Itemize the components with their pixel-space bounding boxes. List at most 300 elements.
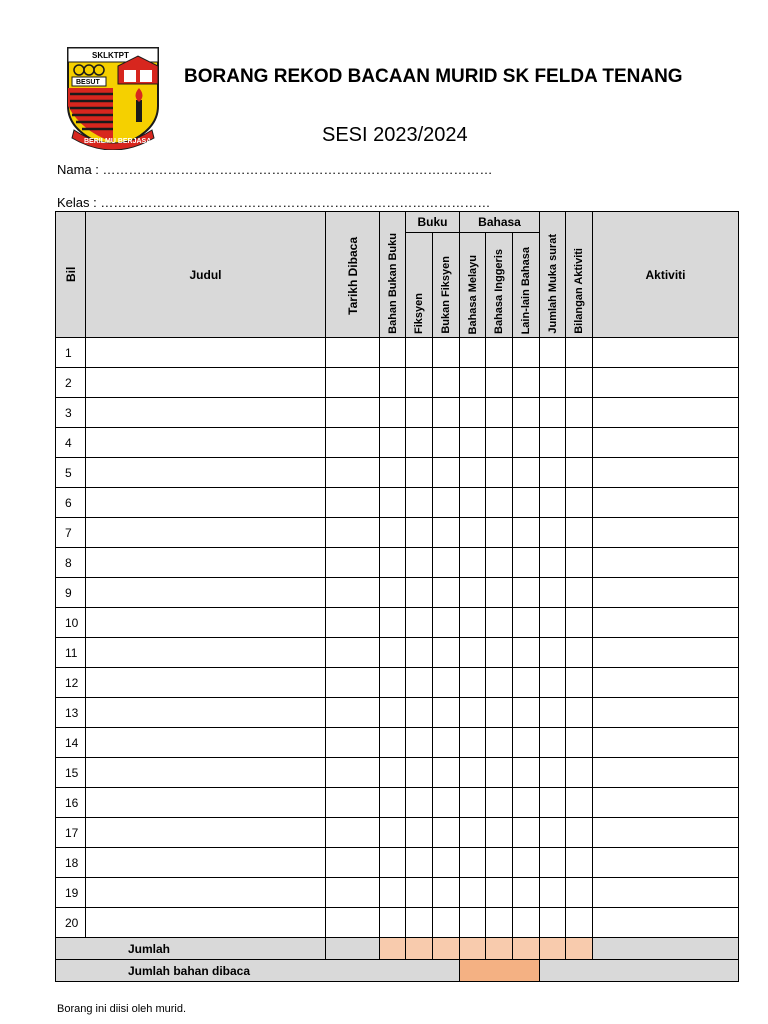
bukan-fiksyen-cell[interactable] xyxy=(433,608,460,638)
bukan-fiksyen-cell[interactable] xyxy=(433,698,460,728)
aktiviti-cell[interactable] xyxy=(593,638,739,668)
fiksyen-cell[interactable] xyxy=(406,458,433,488)
jumlah-cell[interactable] xyxy=(380,938,406,960)
jumlah-label: Jumlah xyxy=(56,938,326,960)
table-row xyxy=(56,638,739,668)
jumlah-muka-surat-cell[interactable] xyxy=(540,848,566,878)
lain-lain-bahasa-cell[interactable] xyxy=(513,668,540,698)
bahasa-melayu-cell[interactable] xyxy=(460,728,486,758)
bahasa-inggeris-cell[interactable] xyxy=(486,398,513,428)
bahasa-inggeris-cell[interactable] xyxy=(486,668,513,698)
tarikh-cell[interactable] xyxy=(326,518,380,548)
lain-lain-bahasa-cell[interactable] xyxy=(513,728,540,758)
bahasa-inggeris-cell[interactable] xyxy=(486,848,513,878)
aktiviti-cell[interactable] xyxy=(593,788,739,818)
table-row xyxy=(56,458,739,488)
bahasa-inggeris-cell[interactable] xyxy=(486,458,513,488)
aktiviti-cell[interactable] xyxy=(593,818,739,848)
tarikh-cell[interactable] xyxy=(326,788,380,818)
fiksyen-cell[interactable] xyxy=(406,788,433,818)
bukan-fiksyen-cell[interactable] xyxy=(433,638,460,668)
jumlah-aktiviti-cell xyxy=(593,938,739,960)
table-row xyxy=(56,668,739,698)
table-row xyxy=(56,488,739,518)
bukan-fiksyen-cell[interactable] xyxy=(433,518,460,548)
bilangan-aktiviti-cell[interactable] xyxy=(566,758,593,788)
bahasa-inggeris-cell[interactable] xyxy=(486,818,513,848)
jumlah-cell[interactable] xyxy=(486,938,513,960)
bilangan-aktiviti-cell[interactable] xyxy=(566,608,593,638)
tarikh-cell[interactable] xyxy=(326,728,380,758)
tarikh-cell[interactable] xyxy=(326,848,380,878)
bukan-fiksyen-cell[interactable] xyxy=(433,398,460,428)
footnote: Borang ini diisi oleh murid. xyxy=(57,1003,187,1015)
bahasa-melayu-cell[interactable] xyxy=(460,608,486,638)
lain-lain-bahasa-cell[interactable] xyxy=(513,428,540,458)
table-row xyxy=(56,818,739,848)
header-fiksyen: Fiksyen xyxy=(406,233,433,338)
jumlah-muka-surat-cell[interactable] xyxy=(540,728,566,758)
header-bahasa: Bahasa xyxy=(460,212,540,233)
fiksyen-cell[interactable] xyxy=(406,758,433,788)
bilangan-aktiviti-cell[interactable] xyxy=(566,428,593,458)
bahan-bukan-buku-cell[interactable] xyxy=(380,818,406,848)
header-tarikh-dibaca: Tarikh Dibaca xyxy=(326,212,380,338)
jumlah-muka-surat-cell[interactable] xyxy=(540,608,566,638)
aktiviti-cell[interactable] xyxy=(593,758,739,788)
judul-cell[interactable] xyxy=(86,518,326,548)
judul-cell[interactable] xyxy=(86,638,326,668)
jumlah-muka-surat-cell[interactable] xyxy=(540,908,566,938)
bilangan-aktiviti-cell[interactable] xyxy=(566,488,593,518)
tarikh-cell[interactable] xyxy=(326,608,380,638)
bahasa-inggeris-cell[interactable] xyxy=(486,638,513,668)
bukan-fiksyen-cell[interactable] xyxy=(433,488,460,518)
tarikh-cell[interactable] xyxy=(326,458,380,488)
bahan-bukan-buku-cell[interactable] xyxy=(380,878,406,908)
form-title: BORANG REKOD BACAAN MURID SK FELDA TENANG xyxy=(184,66,683,87)
tarikh-cell[interactable] xyxy=(326,428,380,458)
header-bil: Bil xyxy=(56,212,86,338)
aktiviti-cell[interactable] xyxy=(593,908,739,938)
jumlah-muka-surat-cell[interactable] xyxy=(540,428,566,458)
bahan-bukan-buku-cell[interactable] xyxy=(380,638,406,668)
judul-cell[interactable] xyxy=(86,368,326,398)
bahasa-melayu-cell[interactable] xyxy=(460,338,486,368)
lain-lain-bahasa-cell[interactable] xyxy=(513,758,540,788)
fiksyen-cell[interactable] xyxy=(406,548,433,578)
judul-cell[interactable] xyxy=(86,458,326,488)
table-row xyxy=(56,518,739,548)
bukan-fiksyen-cell[interactable] xyxy=(433,848,460,878)
judul-cell[interactable] xyxy=(86,428,326,458)
jumlah-bahan-dibaca-row xyxy=(56,960,739,982)
bahan-bukan-buku-cell[interactable] xyxy=(380,668,406,698)
bahasa-melayu-cell[interactable] xyxy=(460,818,486,848)
jumlah-cell[interactable] xyxy=(460,938,486,960)
lain-lain-bahasa-cell[interactable] xyxy=(513,698,540,728)
tarikh-cell[interactable] xyxy=(326,548,380,578)
row-number: 10 xyxy=(56,608,86,638)
jumlah-muka-surat-cell[interactable] xyxy=(540,668,566,698)
fiksyen-cell[interactable] xyxy=(406,488,433,518)
bukan-fiksyen-cell[interactable] xyxy=(433,338,460,368)
bahan-bukan-buku-cell[interactable] xyxy=(380,578,406,608)
bahasa-melayu-cell[interactable] xyxy=(460,428,486,458)
bahan-bukan-buku-cell[interactable] xyxy=(380,398,406,428)
bahasa-inggeris-cell[interactable] xyxy=(486,518,513,548)
bilangan-aktiviti-cell[interactable] xyxy=(566,638,593,668)
reading-record-table xyxy=(55,211,739,982)
table-row xyxy=(56,578,739,608)
tarikh-cell[interactable] xyxy=(326,398,380,428)
bahasa-melayu-cell[interactable] xyxy=(460,698,486,728)
bahan-bukan-buku-cell[interactable] xyxy=(380,848,406,878)
jumlah-muka-surat-cell[interactable] xyxy=(540,338,566,368)
bukan-fiksyen-cell[interactable] xyxy=(433,728,460,758)
aktiviti-cell[interactable] xyxy=(593,488,739,518)
row-number: 19 xyxy=(56,878,86,908)
jumlah-muka-surat-cell[interactable] xyxy=(540,638,566,668)
bukan-fiksyen-cell[interactable] xyxy=(433,428,460,458)
lain-lain-bahasa-cell[interactable] xyxy=(513,878,540,908)
lain-lain-bahasa-cell[interactable] xyxy=(513,848,540,878)
bukan-fiksyen-cell[interactable] xyxy=(433,878,460,908)
aktiviti-cell[interactable] xyxy=(593,458,739,488)
fiksyen-cell[interactable] xyxy=(406,848,433,878)
judul-cell[interactable] xyxy=(86,698,326,728)
logo-top-text: SKLKTPT xyxy=(92,51,129,60)
bahasa-melayu-cell[interactable] xyxy=(460,488,486,518)
tarikh-cell[interactable] xyxy=(326,488,380,518)
bilangan-aktiviti-cell[interactable] xyxy=(566,728,593,758)
tarikh-cell[interactable] xyxy=(326,908,380,938)
jumlah-muka-surat-cell[interactable] xyxy=(540,488,566,518)
header-bahasa-melayu: Bahasa Melayu xyxy=(460,233,486,338)
bilangan-aktiviti-cell[interactable] xyxy=(566,548,593,578)
lain-lain-bahasa-cell[interactable] xyxy=(513,398,540,428)
table-body xyxy=(56,338,739,982)
lain-lain-bahasa-cell[interactable] xyxy=(513,788,540,818)
aktiviti-cell[interactable] xyxy=(593,338,739,368)
aktiviti-cell[interactable] xyxy=(593,608,739,638)
tarikh-cell[interactable] xyxy=(326,878,380,908)
bukan-fiksyen-cell[interactable] xyxy=(433,758,460,788)
bilangan-aktiviti-cell[interactable] xyxy=(566,848,593,878)
row-number: 1 xyxy=(56,338,86,368)
table-row xyxy=(56,728,739,758)
table-row xyxy=(56,338,739,368)
aktiviti-cell[interactable] xyxy=(593,698,739,728)
bahasa-inggeris-cell[interactable] xyxy=(486,368,513,398)
jumlah-muka-surat-cell[interactable] xyxy=(540,518,566,548)
bahasa-melayu-cell[interactable] xyxy=(460,668,486,698)
table-row xyxy=(56,608,739,638)
fiksyen-cell[interactable] xyxy=(406,608,433,638)
lain-lain-bahasa-cell[interactable] xyxy=(513,338,540,368)
row-number: 18 xyxy=(56,848,86,878)
jumlah-muka-surat-cell[interactable] xyxy=(540,578,566,608)
bukan-fiksyen-cell[interactable] xyxy=(433,818,460,848)
aktiviti-cell[interactable] xyxy=(593,428,739,458)
table-row xyxy=(56,878,739,908)
nama-field[interactable]: Nama : ……………………………………………………………………………… xyxy=(57,162,493,177)
table-row xyxy=(56,848,739,878)
lain-lain-bahasa-cell[interactable] xyxy=(513,578,540,608)
bahan-bukan-buku-cell[interactable] xyxy=(380,908,406,938)
fiksyen-cell[interactable] xyxy=(406,638,433,668)
bilangan-aktiviti-cell[interactable] xyxy=(566,788,593,818)
table-row xyxy=(56,428,739,458)
bukan-fiksyen-cell[interactable] xyxy=(433,668,460,698)
bilangan-aktiviti-cell[interactable] xyxy=(566,578,593,608)
table-row xyxy=(56,788,739,818)
jumlah-muka-surat-cell[interactable] xyxy=(540,878,566,908)
lain-lain-bahasa-cell[interactable] xyxy=(513,818,540,848)
aktiviti-cell[interactable] xyxy=(593,848,739,878)
table-row xyxy=(56,368,739,398)
row-number: 20 xyxy=(56,908,86,938)
bahan-bukan-buku-cell[interactable] xyxy=(380,488,406,518)
jumlah-muka-surat-cell[interactable] xyxy=(540,398,566,428)
bahan-bukan-buku-cell[interactable] xyxy=(380,758,406,788)
jumlah-cell[interactable] xyxy=(540,938,566,960)
aktiviti-cell[interactable] xyxy=(593,548,739,578)
bahasa-melayu-cell[interactable] xyxy=(460,518,486,548)
judul-cell[interactable] xyxy=(86,548,326,578)
bahasa-inggeris-cell[interactable] xyxy=(486,758,513,788)
bilangan-aktiviti-cell[interactable] xyxy=(566,338,593,368)
bilangan-aktiviti-cell[interactable] xyxy=(566,398,593,428)
lain-lain-bahasa-cell[interactable] xyxy=(513,548,540,578)
tarikh-cell[interactable] xyxy=(326,698,380,728)
bahasa-inggeris-cell[interactable] xyxy=(486,698,513,728)
lain-lain-bahasa-cell[interactable] xyxy=(513,908,540,938)
fiksyen-cell[interactable] xyxy=(406,338,433,368)
bahasa-inggeris-cell[interactable] xyxy=(486,728,513,758)
logo-motto-text: BERILMU BERJASA xyxy=(84,138,152,145)
school-crest-logo xyxy=(62,44,164,150)
aktiviti-cell[interactable] xyxy=(593,518,739,548)
header-bahan-bukan-buku: Bahan Bukan Buku xyxy=(380,212,406,338)
lain-lain-bahasa-cell[interactable] xyxy=(513,518,540,548)
bilangan-aktiviti-cell[interactable] xyxy=(566,878,593,908)
judul-cell[interactable] xyxy=(86,818,326,848)
bilangan-aktiviti-cell[interactable] xyxy=(566,458,593,488)
header-aktiviti: Aktiviti xyxy=(593,212,739,338)
header-bilangan-aktiviti: Bilangan Aktiviti xyxy=(566,212,593,338)
jumlah-cell[interactable] xyxy=(433,938,460,960)
row-number: 15 xyxy=(56,758,86,788)
fiksyen-cell[interactable] xyxy=(406,518,433,548)
jumlah-muka-surat-cell[interactable] xyxy=(540,788,566,818)
bahasa-melayu-cell[interactable] xyxy=(460,548,486,578)
jumlah-cell[interactable] xyxy=(513,938,540,960)
aktiviti-cell[interactable] xyxy=(593,398,739,428)
aktiviti-cell[interactable] xyxy=(593,728,739,758)
lain-lain-bahasa-cell[interactable] xyxy=(513,488,540,518)
tarikh-cell[interactable] xyxy=(326,338,380,368)
row-number: 6 xyxy=(56,488,86,518)
bahan-bukan-buku-cell[interactable] xyxy=(380,458,406,488)
judul-cell[interactable] xyxy=(86,578,326,608)
bilangan-aktiviti-cell[interactable] xyxy=(566,368,593,398)
bukan-fiksyen-cell[interactable] xyxy=(433,908,460,938)
bahan-bukan-buku-cell[interactable] xyxy=(380,698,406,728)
aktiviti-cell[interactable] xyxy=(593,878,739,908)
judul-cell[interactable] xyxy=(86,758,326,788)
bahasa-melayu-cell[interactable] xyxy=(460,578,486,608)
kelas-field[interactable]: Kelas : ……………………………………………………………………………… xyxy=(57,195,491,210)
table-row xyxy=(56,548,739,578)
bahasa-inggeris-cell[interactable] xyxy=(486,578,513,608)
fiksyen-cell[interactable] xyxy=(406,878,433,908)
fiksyen-cell[interactable] xyxy=(406,668,433,698)
fiksyen-cell[interactable] xyxy=(406,908,433,938)
bahan-bukan-buku-cell[interactable] xyxy=(380,518,406,548)
jumlah-cell[interactable] xyxy=(566,938,593,960)
jumlah-muka-surat-cell[interactable] xyxy=(540,698,566,728)
row-number: 2 xyxy=(56,368,86,398)
jumlah-muka-surat-cell[interactable] xyxy=(540,818,566,848)
jumlah-row xyxy=(56,938,739,960)
row-number: 5 xyxy=(56,458,86,488)
table-row xyxy=(56,758,739,788)
row-number: 14 xyxy=(56,728,86,758)
row-number: 7 xyxy=(56,518,86,548)
jumlah-muka-surat-cell[interactable] xyxy=(540,458,566,488)
tarikh-cell[interactable] xyxy=(326,578,380,608)
tarikh-cell[interactable] xyxy=(326,758,380,788)
bukan-fiksyen-cell[interactable] xyxy=(433,548,460,578)
bahasa-melayu-cell[interactable] xyxy=(460,458,486,488)
table-row xyxy=(56,908,739,938)
bahasa-inggeris-cell[interactable] xyxy=(486,788,513,818)
bilangan-aktiviti-cell[interactable] xyxy=(566,698,593,728)
tarikh-cell[interactable] xyxy=(326,638,380,668)
bahasa-inggeris-cell[interactable] xyxy=(486,428,513,458)
judul-cell[interactable] xyxy=(86,908,326,938)
lain-lain-bahasa-cell[interactable] xyxy=(513,368,540,398)
row-number: 3 xyxy=(56,398,86,428)
bilangan-aktiviti-cell[interactable] xyxy=(566,668,593,698)
bahan-bukan-buku-cell[interactable] xyxy=(380,788,406,818)
session-label: SESI 2023/2024 xyxy=(322,124,468,146)
bahasa-inggeris-cell[interactable] xyxy=(486,908,513,938)
header-jumlah-muka-surat: Jumlah Muka surat xyxy=(540,212,566,338)
bahan-bukan-buku-cell[interactable] xyxy=(380,608,406,638)
lain-lain-bahasa-cell[interactable] xyxy=(513,638,540,668)
jumlah-cell[interactable] xyxy=(406,938,433,960)
lain-lain-bahasa-cell[interactable] xyxy=(513,608,540,638)
judul-cell[interactable] xyxy=(86,338,326,368)
bukan-fiksyen-cell[interactable] xyxy=(433,458,460,488)
row-number: 12 xyxy=(56,668,86,698)
jumlah-bahan-dibaca-grey xyxy=(540,960,739,982)
jumlah-muka-surat-cell[interactable] xyxy=(540,548,566,578)
fiksyen-cell[interactable] xyxy=(406,398,433,428)
row-number: 16 xyxy=(56,788,86,818)
judul-cell[interactable] xyxy=(86,488,326,518)
bahasa-inggeris-cell[interactable] xyxy=(486,548,513,578)
jumlah-muka-surat-cell[interactable] xyxy=(540,758,566,788)
jumlah-muka-surat-cell[interactable] xyxy=(540,368,566,398)
bukan-fiksyen-cell[interactable] xyxy=(433,368,460,398)
bahasa-melayu-cell[interactable] xyxy=(460,908,486,938)
lain-lain-bahasa-cell[interactable] xyxy=(513,458,540,488)
judul-cell[interactable] xyxy=(86,608,326,638)
table-row xyxy=(56,398,739,428)
bahasa-inggeris-cell[interactable] xyxy=(486,338,513,368)
aktiviti-cell[interactable] xyxy=(593,578,739,608)
bilangan-aktiviti-cell[interactable] xyxy=(566,908,593,938)
bahasa-melayu-cell[interactable] xyxy=(460,788,486,818)
bahasa-melayu-cell[interactable] xyxy=(460,878,486,908)
bahan-bukan-buku-cell[interactable] xyxy=(380,338,406,368)
row-number: 4 xyxy=(56,428,86,458)
bilangan-aktiviti-cell[interactable] xyxy=(566,818,593,848)
tarikh-cell[interactable] xyxy=(326,668,380,698)
row-number: 8 xyxy=(56,548,86,578)
tarikh-cell[interactable] xyxy=(326,368,380,398)
tarikh-cell[interactable] xyxy=(326,818,380,848)
row-number: 13 xyxy=(56,698,86,728)
row-number: 9 xyxy=(56,578,86,608)
header-bukan-fiksyen: Bukan Fiksyen xyxy=(433,233,460,338)
bahan-bukan-buku-cell[interactable] xyxy=(380,368,406,398)
row-number: 11 xyxy=(56,638,86,668)
fiksyen-cell[interactable] xyxy=(406,818,433,848)
fiksyen-cell[interactable] xyxy=(406,698,433,728)
jumlah-bahan-dibaca-cell[interactable] xyxy=(460,960,540,982)
bahasa-melayu-cell[interactable] xyxy=(460,398,486,428)
fiksyen-cell[interactable] xyxy=(406,578,433,608)
fiksyen-cell[interactable] xyxy=(406,368,433,398)
aktiviti-cell[interactable] xyxy=(593,668,739,698)
bahasa-inggeris-cell[interactable] xyxy=(486,878,513,908)
bahan-bukan-buku-cell[interactable] xyxy=(380,728,406,758)
judul-cell[interactable] xyxy=(86,878,326,908)
header-buku: Buku xyxy=(406,212,460,233)
bahasa-melayu-cell[interactable] xyxy=(460,368,486,398)
aktiviti-cell[interactable] xyxy=(593,368,739,398)
bahasa-inggeris-cell[interactable] xyxy=(486,488,513,518)
bahasa-melayu-cell[interactable] xyxy=(460,758,486,788)
jumlah-bahan-dibaca-label: Jumlah bahan dibaca xyxy=(56,960,460,982)
row-number: 17 xyxy=(56,818,86,848)
logo-mid-text: BESUT xyxy=(76,79,100,86)
bukan-fiksyen-cell[interactable] xyxy=(433,788,460,818)
bahan-bukan-buku-cell[interactable] xyxy=(380,548,406,578)
header-bahasa-inggeris: Bahasa Inggeris xyxy=(486,233,513,338)
table-row xyxy=(56,698,739,728)
bahan-bukan-buku-cell[interactable] xyxy=(380,428,406,458)
judul-cell[interactable] xyxy=(86,668,326,698)
jumlah-tarikh-cell xyxy=(326,938,380,960)
judul-cell[interactable] xyxy=(86,398,326,428)
fiksyen-cell[interactable] xyxy=(406,728,433,758)
bukan-fiksyen-cell[interactable] xyxy=(433,578,460,608)
header-judul: Judul xyxy=(86,212,326,338)
judul-cell[interactable] xyxy=(86,728,326,758)
fiksyen-cell[interactable] xyxy=(406,428,433,458)
bilangan-aktiviti-cell[interactable] xyxy=(566,518,593,548)
bahasa-melayu-cell[interactable] xyxy=(460,638,486,668)
judul-cell[interactable] xyxy=(86,848,326,878)
judul-cell[interactable] xyxy=(86,788,326,818)
bahasa-melayu-cell[interactable] xyxy=(460,848,486,878)
bahasa-inggeris-cell[interactable] xyxy=(486,608,513,638)
